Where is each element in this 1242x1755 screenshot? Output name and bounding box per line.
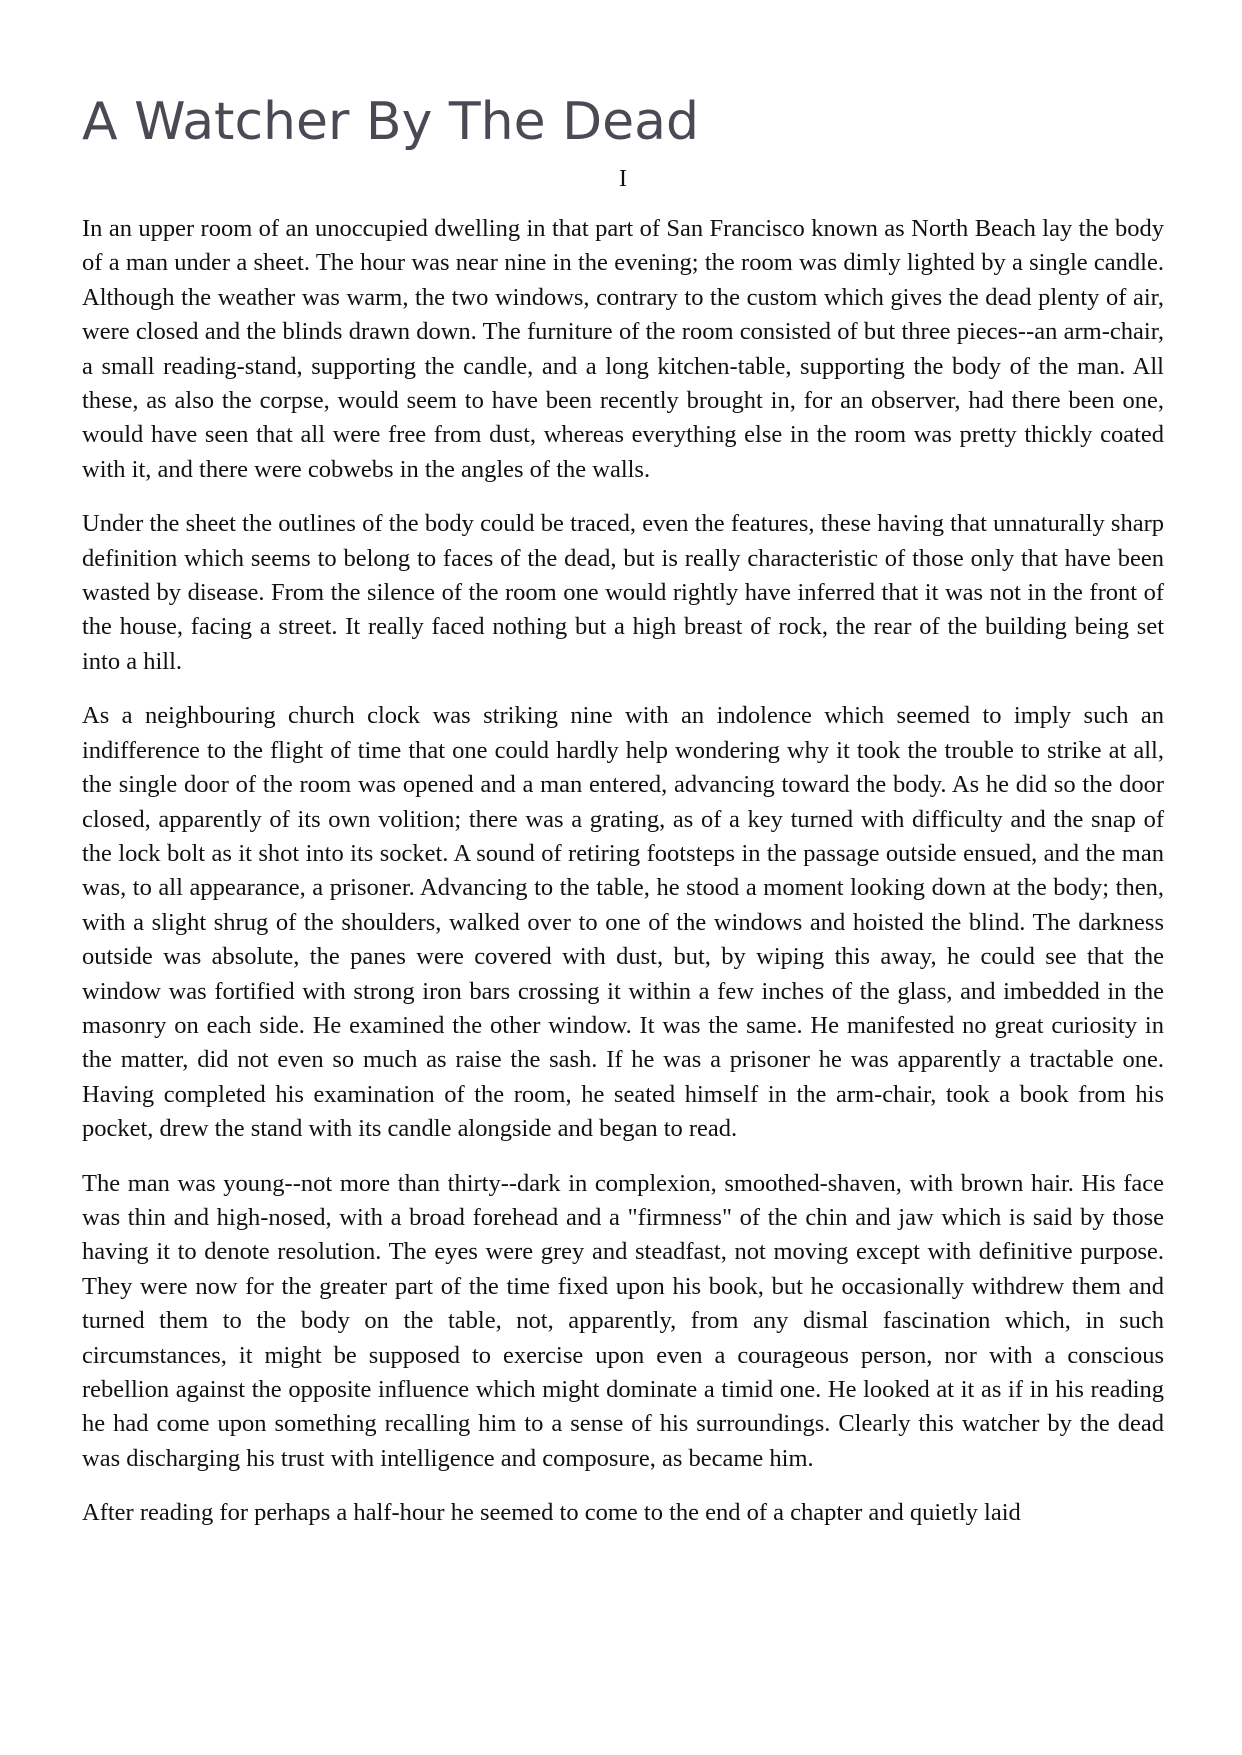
paragraph-1: In an upper room of an unoccupied dwelling in that part of San Francisco known as North Beach lay the body of a man under a sheet. The hour was near nine in the evening; the room was dimly lighted by a single candle. Although the weather was warm, the two windows, contrary to the custom which gives the dead plenty of air, were closed and the blinds drawn down. The furniture of the room consisted of but three pieces--an arm-chair, a small reading-stand, supporting the candle, and a long kitchen-table, supporting the body of the man. All these, as also the corpse, would seem to have been recently brought in, for an observer, had there been one, would have seen that all were free from dust, whereas everything else in the room was pretty thickly coated with it, and there were cobwebs in the angles of the walls. (82, 215, 1164, 483)
paragraph-5: After reading for perhaps a half-hour he seemed to come to the end of a chapter and quietly laid (82, 1499, 1021, 1527)
paragraph-2: Under the sheet the outlines of the body could be traced, even the features, these having that unnaturally sharp definition which seems to belong to faces of the dead, but is really characteristic of those only that have been wasted by disease. From the silence of the room one would rightly have inferred that it was not in the front of the house, facing a street. It really faced nothing but a high breast of rock, the rear of the building being set into a hill. (82, 510, 1164, 675)
section-number: I (619, 166, 627, 192)
document-page (82, 0, 1164, 1551)
page-title: A Watcher By The Dead (82, 92, 700, 152)
paragraph-3: As a neighbouring church clock was striking nine with an indolence which seemed to imply such an indifference to the flight of time that one could hardly help wondering why it took the trouble to strike at all, the single door of the room was opened and a man entered, advancing toward the body. As he did so the door closed, apparently of its own volition; there was a grating, as of a key turned with difficulty and the snap of the lock bolt as it shot into its socket. A sound of retiring footsteps in the passage outside ensued, and the man was, to all appearance, a prisoner. Advancing to the table, he stood a moment looking down at the body; then, with a slight shrug of the shoulders, walked over to one of the windows and hoisted the blind. The darkness outside was absolute, the panes were covered with dust, but, by wiping this away, he could see that the window was fortified with strong iron bars crossing it within a few inches of the glass, and imbedded in the masonry on each side. He examined the other window. It was the same. He manifested no great curiosity in the matter, did not even so much as raise the sash. If he was a prisoner he was apparently a tractable one. Having completed his examination of the room, he seated himself in the arm-chair, took a book from his pocket, drew the stand with its candle alongside and began to read. (82, 702, 1164, 1143)
paragraph-4: The man was young--not more than thirty--dark in complexion, smoothed-shaven, with brown hair. His face was thin and high-nosed, with a broad forehead and a "firmness" of the chin and jaw which is said by those having it to denote resolution. The eyes were grey and steadfast, not moving except with definitive purpose. They were now for the greater part of the time fixed upon his book, but he occasionally withdrew them and turned them to the body on the table, not, apparently, from any dismal fascination which, in such circumstances, it might be supposed to exercise upon even a courageous person, nor with a conscious rebellion against the opposite influence which might dominate a timid one. He looked at it as if in his reading he had come upon something recalling him to a sense of his surroundings. Clearly this watcher by the dead was discharging his trust with intelligence and composure, as became him. (82, 1169, 1164, 1472)
